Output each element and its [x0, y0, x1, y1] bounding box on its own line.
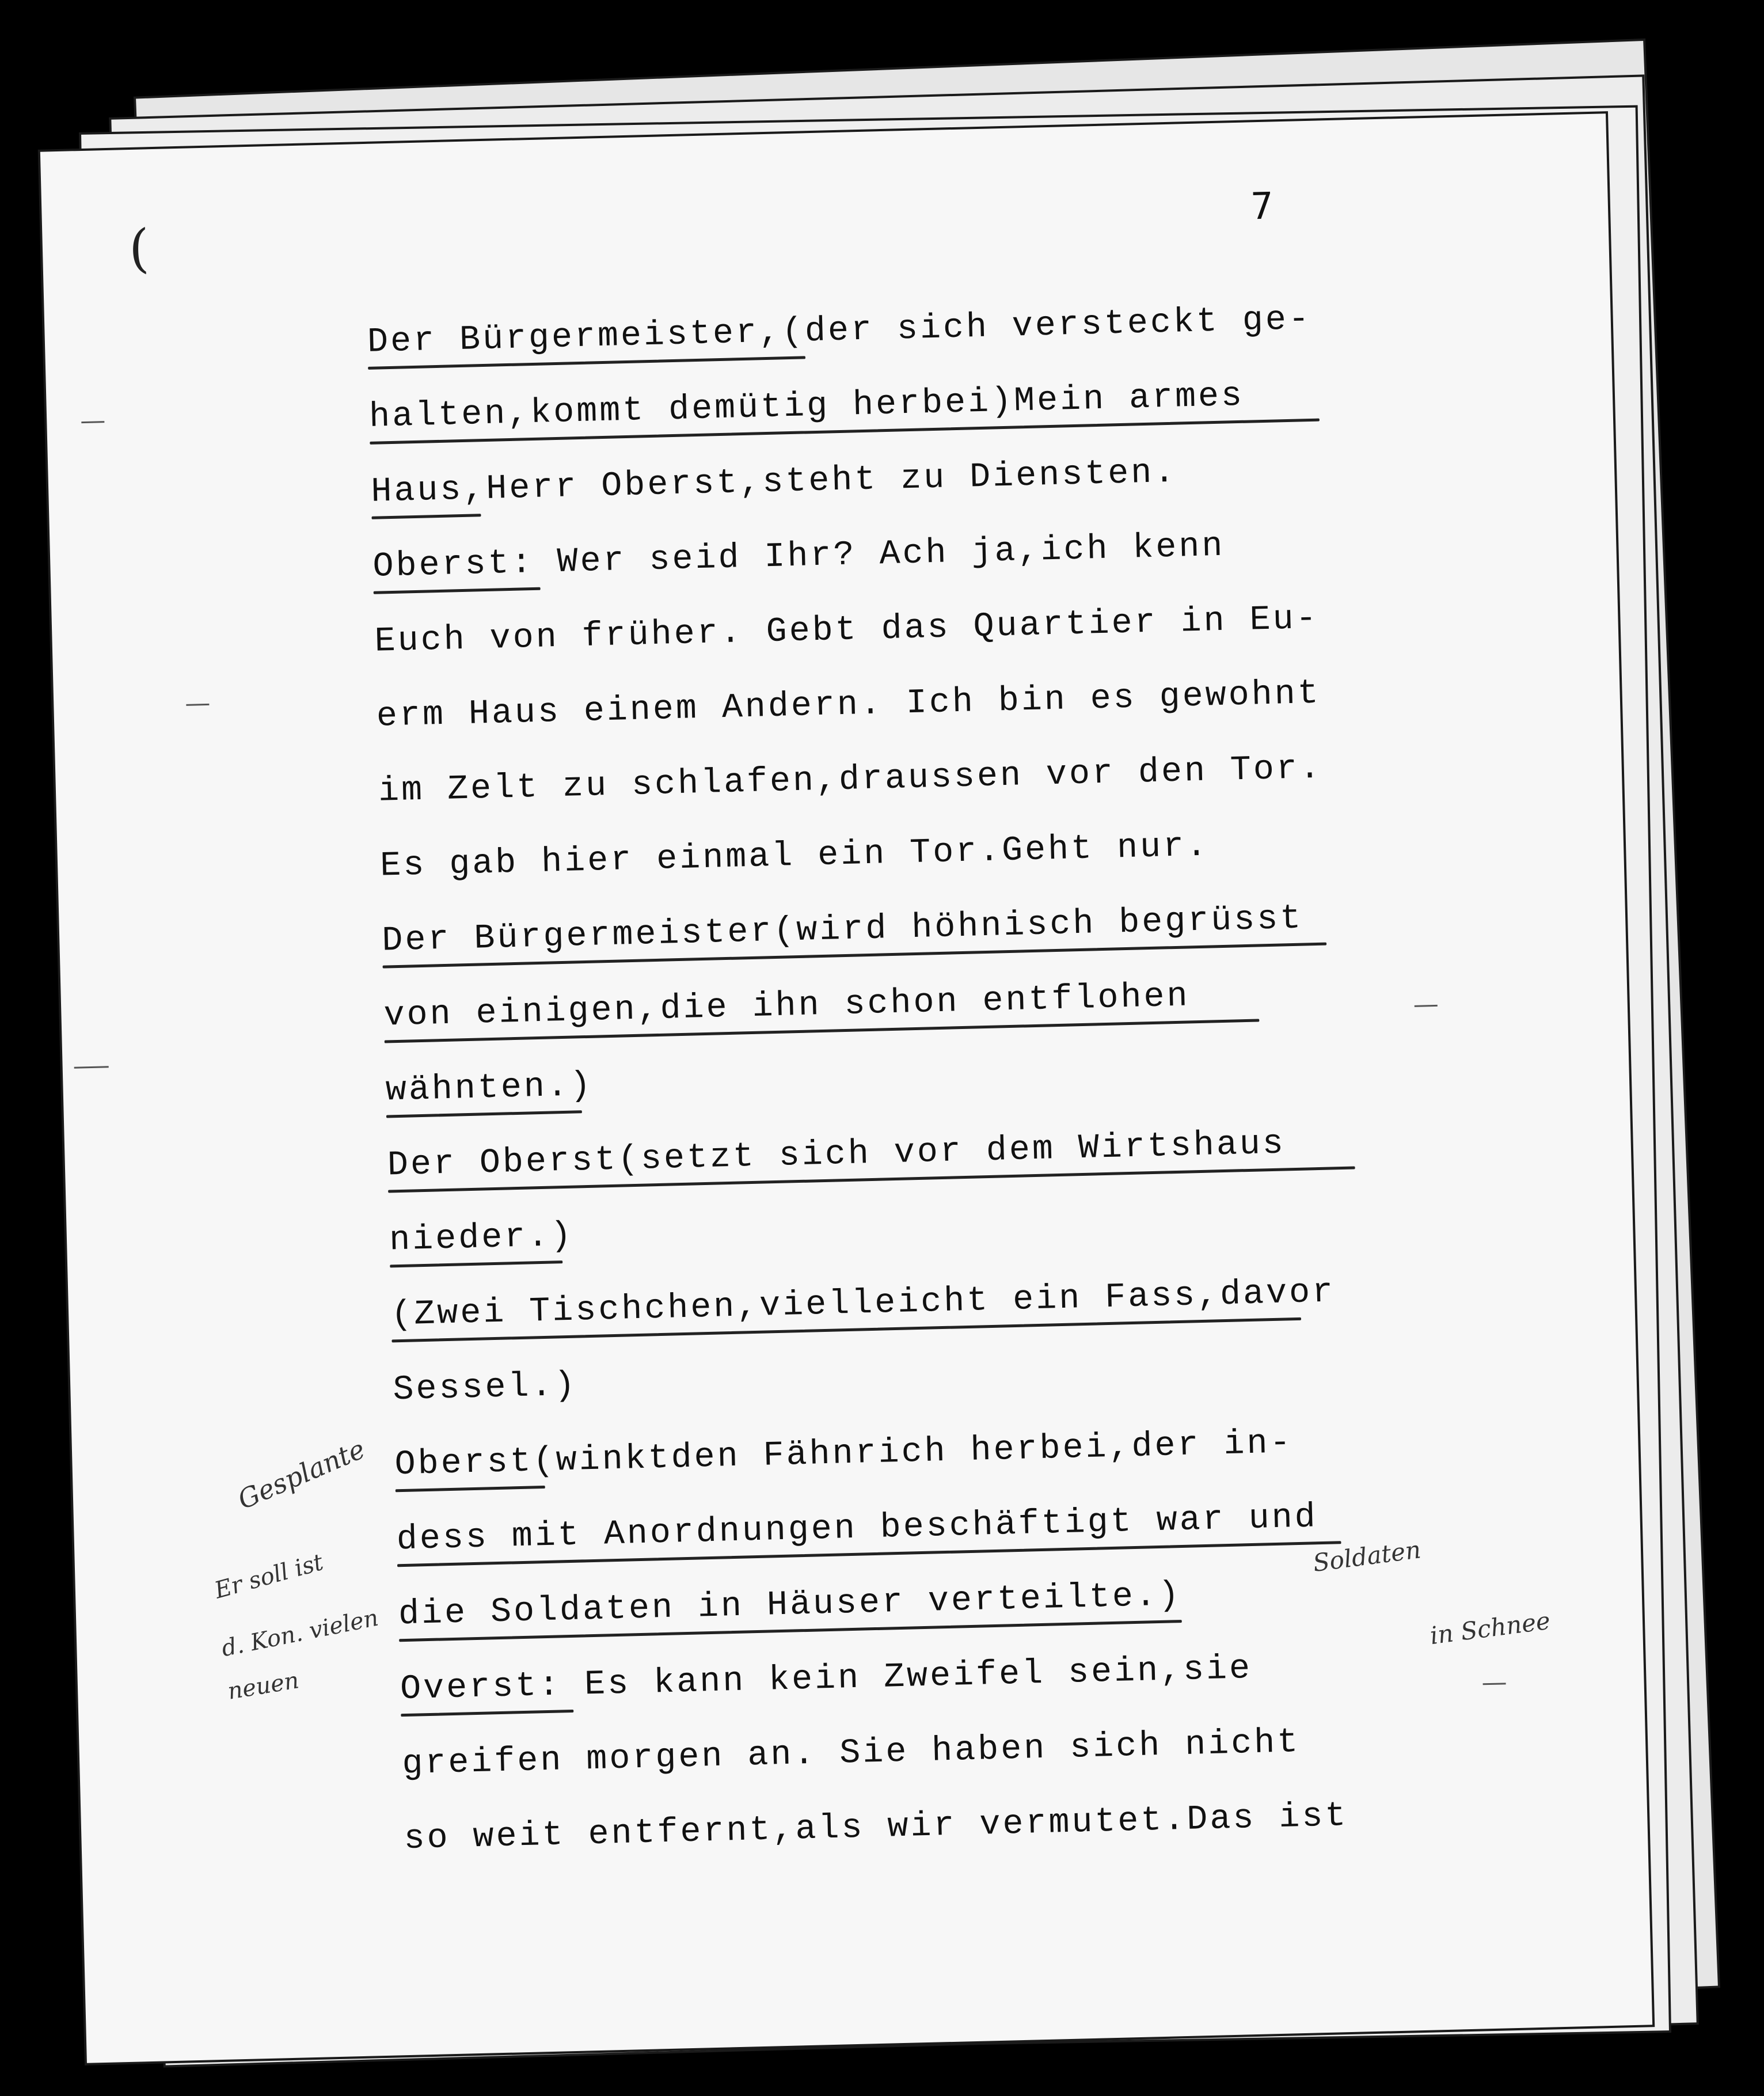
- corner-bracket-mark: (: [128, 218, 150, 279]
- line-text: im Zelt zu schlafen,draussen vor den Tor.: [378, 749, 1323, 811]
- underline: [374, 587, 541, 594]
- line-text: (Zwei Tischchen,vielleicht ein Fass,davor: [390, 1273, 1336, 1335]
- underline: [396, 1486, 545, 1492]
- line-text: Der Oberst(setzt sich vor dem Wirtshaus: [387, 1124, 1286, 1186]
- line-text: nieder.): [389, 1216, 575, 1260]
- line-text: greifen morgen an. Sie haben sich nicht: [401, 1723, 1301, 1784]
- margin-tick: [81, 421, 104, 423]
- margin-tick: [74, 1066, 109, 1068]
- line-text: Oberst(winktden Fähnrich herbei,der in-: [394, 1423, 1294, 1485]
- handwritten-note: in Schnee: [1428, 1606, 1552, 1650]
- line-text: Overst: Es kann kein Zweifel sein,sie: [400, 1649, 1253, 1710]
- line-text: Sessel.): [392, 1366, 578, 1410]
- typescript-body: [367, 278, 1545, 1877]
- line-text: so weit entfernt,als wir vermutet.Das ist: [403, 1797, 1349, 1859]
- handwritten-note: neuen: [226, 1667, 301, 1705]
- underline: [386, 1110, 582, 1118]
- line-text: wähnten.): [385, 1066, 594, 1111]
- underline: [371, 514, 481, 519]
- handwritten-note: Er soll ist: [211, 1548, 326, 1604]
- underline: [390, 1260, 562, 1267]
- line-text: halten,kommt demütig herbei)Mein armes: [368, 376, 1245, 437]
- margin-tick: [186, 704, 209, 706]
- underline: [401, 1710, 573, 1717]
- line-text: erm Haus einem Andern. Ich bin es gewohnt: [376, 674, 1321, 736]
- line-text: Der Bürgermeister(wird höhnisch begrüsst: [381, 899, 1304, 961]
- line-text: Oberst: Wer seid Ihr? Ach ja,ich kenn: [372, 526, 1226, 587]
- line-text: Der Bürgermeister,(der sich versteckt ge-: [367, 299, 1312, 362]
- page-number: 7: [1250, 185, 1274, 229]
- front-page: [40, 113, 1652, 2063]
- line-text: von einigen,die ihn schon entflohen: [383, 977, 1191, 1036]
- line-text: dess mit Anordnungen beschäftigt war und: [396, 1498, 1318, 1560]
- line-text: Euch von früher. Gebt das Quartier in Eu-: [374, 599, 1320, 662]
- handwritten-note: d. Kon. vielen: [219, 1604, 381, 1662]
- line-text: die Soldaten in Häuser verteilte.): [398, 1576, 1182, 1635]
- line-text: Es gab hier einmal ein Tor.Geht nur.: [379, 826, 1210, 886]
- line-text: Haus,Herr Oberst,steht zu Diensten.: [370, 453, 1178, 512]
- handwritten-note: Gesplante: [233, 1433, 370, 1516]
- handwritten-note: Soldaten: [1311, 1535, 1423, 1578]
